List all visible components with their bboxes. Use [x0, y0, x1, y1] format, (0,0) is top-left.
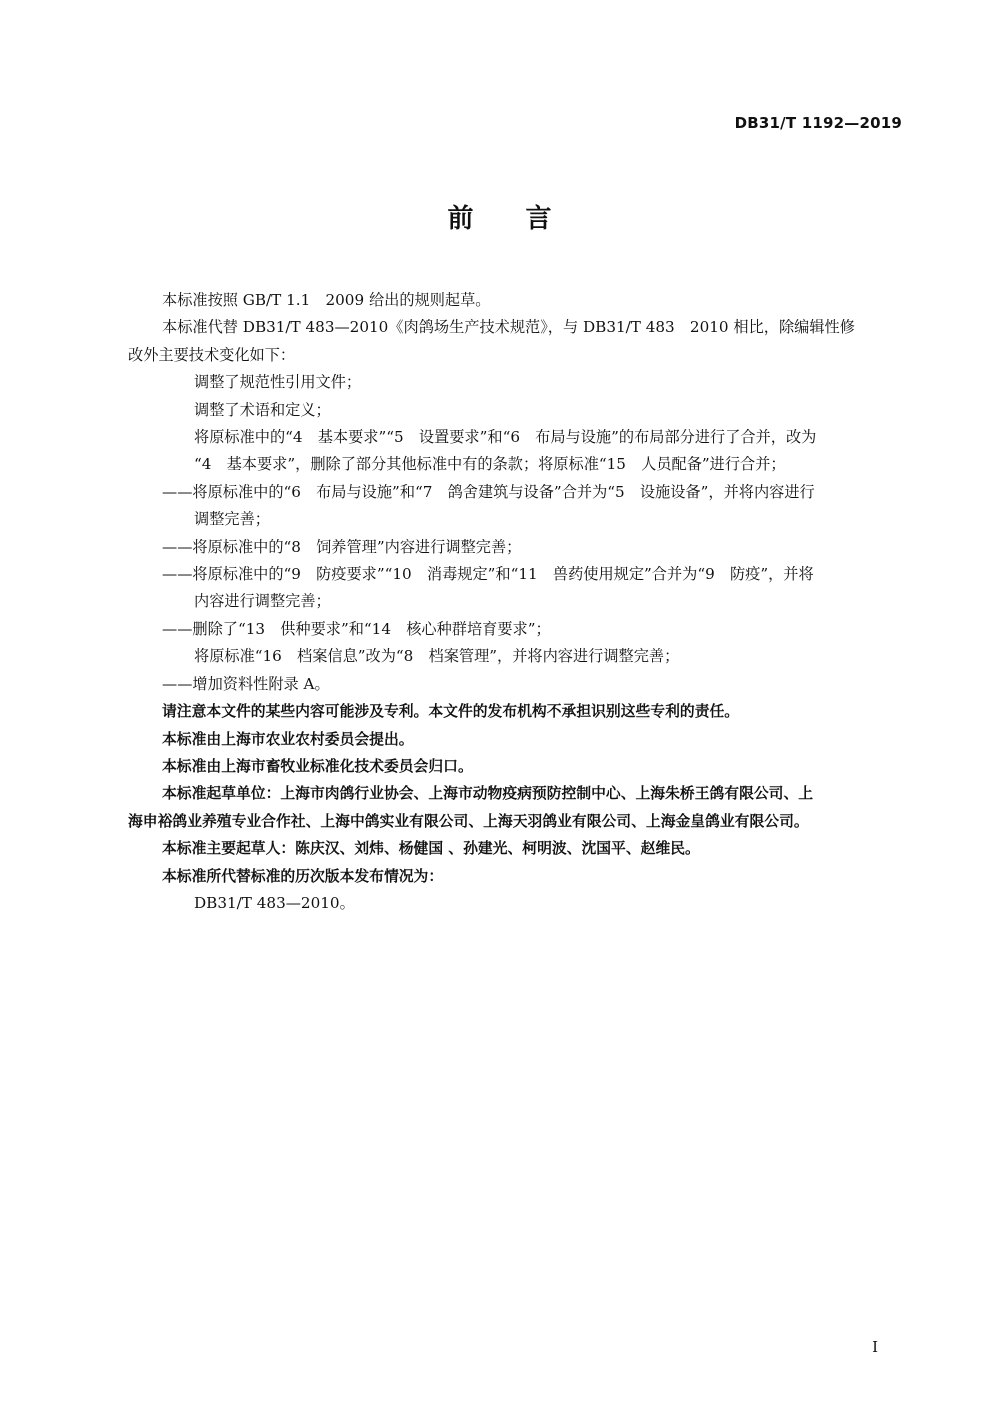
page-title-char-1: 前: [447, 204, 474, 234]
change-item-4-line-2: 调整完善；: [194, 510, 270, 529]
change-item-5: ——将原标准中的“8 饲养管理”内容进行调整完善；: [162, 537, 522, 556]
paragraph-previous-version: DB31/T 483—2010。: [194, 893, 355, 912]
page-title: [0, 198, 999, 235]
paragraph-under-jurisdiction: 本标准由上海市畜牧业标准化技术委员会归口。: [162, 757, 473, 775]
change-item-2: 调整了术语和定义；: [194, 400, 331, 419]
change-item-8: 将原标准“16 档案信息”改为“8 档案管理”，并将内容进行调整完善；: [194, 647, 680, 666]
change-item-4-line-1: ——将原标准中的“6 布局与设施”和“7 鸽舍建筑与设备”合并为“5 设施设备”，并将内容进行: [162, 482, 815, 501]
paragraph-version-history: 本标准所代替标准的历次版本发布情况为：: [162, 867, 444, 885]
paragraph-replaces-line-1: 本标准代替 DB31/T 483—2010《肉鸽场生产技术规范》，与 DB31/T 483 2010 相比，除编辑性修: [162, 318, 855, 337]
paragraph-main-drafters: 本标准主要起草人：陈庆汉、刘炜、杨健国 、孙建光、柯明波、沈国平、赵维民。: [162, 840, 700, 858]
change-item-7: ——删除了“13 供种要求”和“14 核心种群培育要求”；: [162, 619, 551, 638]
paragraph-proposed-by: 本标准由上海市农业农村委员会提出。: [162, 730, 414, 748]
paragraph-patent-notice: 请注意本文件的某些内容可能涉及专利。本文件的发布机构不承担识别这些专利的责任。: [162, 703, 740, 721]
paragraph-drafting-units-line-1: 本标准起草单位：上海市肉鸽行业协会、上海市动物疫病预防控制中心、上海朱桥王鸽有限公司、上: [162, 785, 814, 803]
paragraph-drafting-units-line-2: 海申裕鸽业养殖专业合作社、上海中鸽实业有限公司、上海天羽鸽业有限公司、上海金皇鸽业有限公司。: [128, 812, 809, 830]
change-item-6-line-2: 内容进行调整完善；: [194, 592, 331, 611]
foreword-body: [128, 287, 902, 917]
standard-code: DB31/T 1192—2019: [734, 114, 902, 132]
paragraph-drafting-rules: 本标准按照 GB/T 1.1 2009 给出的规则起草。: [162, 291, 491, 309]
change-item-6-line-1: ——将原标准中的“9 防疫要求”“10 消毒规定”和“11 兽药使用规定”合并为“9 防疫”，并将: [162, 565, 814, 584]
page-title-char-2: 言: [525, 204, 552, 234]
paragraph-replaces-line-2: 改外主要技术变化如下：: [128, 345, 296, 364]
change-item-1: 调整了规范性引用文件；: [194, 373, 362, 392]
change-item-3-line-2: “4 基本要求”，删除了部分其他标准中有的条款；将原标准“15 人员配备”进行合并；: [194, 455, 786, 474]
page-number: I: [872, 1338, 878, 1356]
change-item-3-line-1: 将原标准中的“4 基本要求”“5 设置要求”和“6 布局与设施”的布局部分进行了合并，改为: [194, 428, 817, 447]
change-item-9: ——增加资料性附录 A。: [162, 674, 330, 693]
